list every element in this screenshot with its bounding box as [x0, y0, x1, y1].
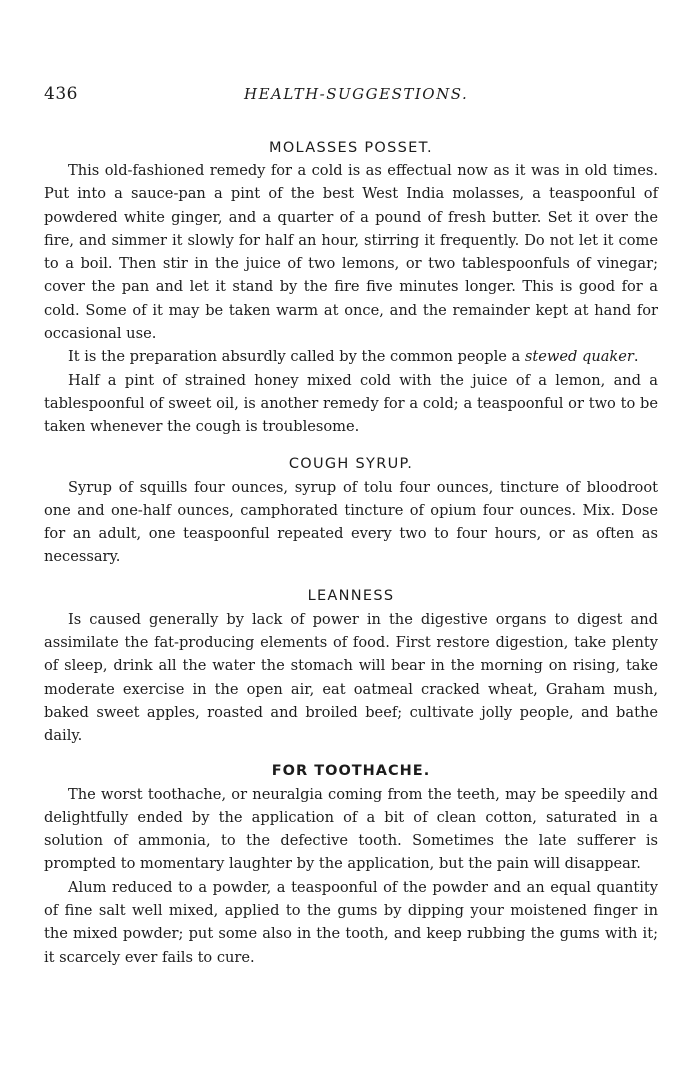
paragraph: Half a pint of strained honey mixed cold with the juice of a lemon, and a tablespoonful of sweet oil, is another remedy for a cold; a teaspoonful or two to be taken whenever the cough is troublesome.: [44, 371, 658, 436]
section-cough-syrup: [44, 456, 658, 569]
paragraph-text: It is the preparation absurdly called by the common people a: [68, 348, 525, 366]
paragraph: Is caused generally by lack of power in the digestive organs to digest and assimilate the fat-producing elements of food. First restore digestion, take plenty of sleep, drink all the water the stomach will bear in the morning on rising, take moderate exercise in the open air, eat oatmeal cracked wheat, Graham mush, baked sweet apples, roasted and broiled beef; cultivate jolly people, and bathe daily.: [44, 610, 658, 745]
paragraph: The worst toothache, or neuralgia coming from the teeth, may be speedily and delightfully ended by the application of a bit of clean cotton, saturated in a solution of ammonia, to the defective tooth. Sometimes the late sufferer is prompted to momentary laughter by the application, but the pain will disappear.: [44, 785, 658, 873]
paragraph-text: .: [633, 348, 639, 366]
section-heading: LEANNESS: [307, 587, 395, 604]
section-heading: MOLASSES POSSET.: [269, 140, 433, 156]
running-head: [44, 84, 658, 112]
running-title: HEALTH-SUGGESTIONS.: [244, 85, 469, 103]
italic-term: stewed quaker: [524, 348, 634, 366]
paragraph: This old-fashioned remedy for a cold is as effectual now as it was in old times. Put into a sauce-pan a pint of the best West India molasses, a teaspoonful of powdered white ginger, and a quarter of a pound of fresh butter. Set it over the fire, and simmer it slowly for half an hour, stirring it frequently. Do not let it come to a boil. Then stir in the juice of two lemons, or two tablespoonfuls of vinegar; cover the pan and let it stand by the fire five minutes longer. This is good for a cold. Some of it may be taken warm at once, and the remainder kept at hand for occasional use.: [44, 162, 658, 343]
section-for-toothache: [44, 763, 658, 969]
section-heading: COUGH SYRUP.: [288, 455, 414, 472]
paragraph: Alum reduced to a powder, a teaspoonful of the powder and an equal quantity of fine salt well mixed, applied to the gums by dipping your moistened finger in the mixed powder; put some also in the tooth, and keep rubbing the gums with it; it scarcely ever fails to cure.: [44, 878, 658, 966]
page-number: 436: [44, 84, 78, 104]
section-heading: FOR TOOTHACHE.: [271, 762, 431, 779]
paragraph: Syrup of squills four ounces, syrup of tolu four ounces, tincture of bloodroot one and one-half ounces, camphorated tincture of opium four ounces. Mix. Dose for an adult, one teaspoonful repeated every two to four hours, or as often as necessary.: [44, 478, 658, 566]
section-leanness: [44, 588, 658, 748]
section-molasses-posset: [44, 140, 658, 439]
paragraph: [44, 345, 658, 368]
book-page: [44, 84, 658, 969]
